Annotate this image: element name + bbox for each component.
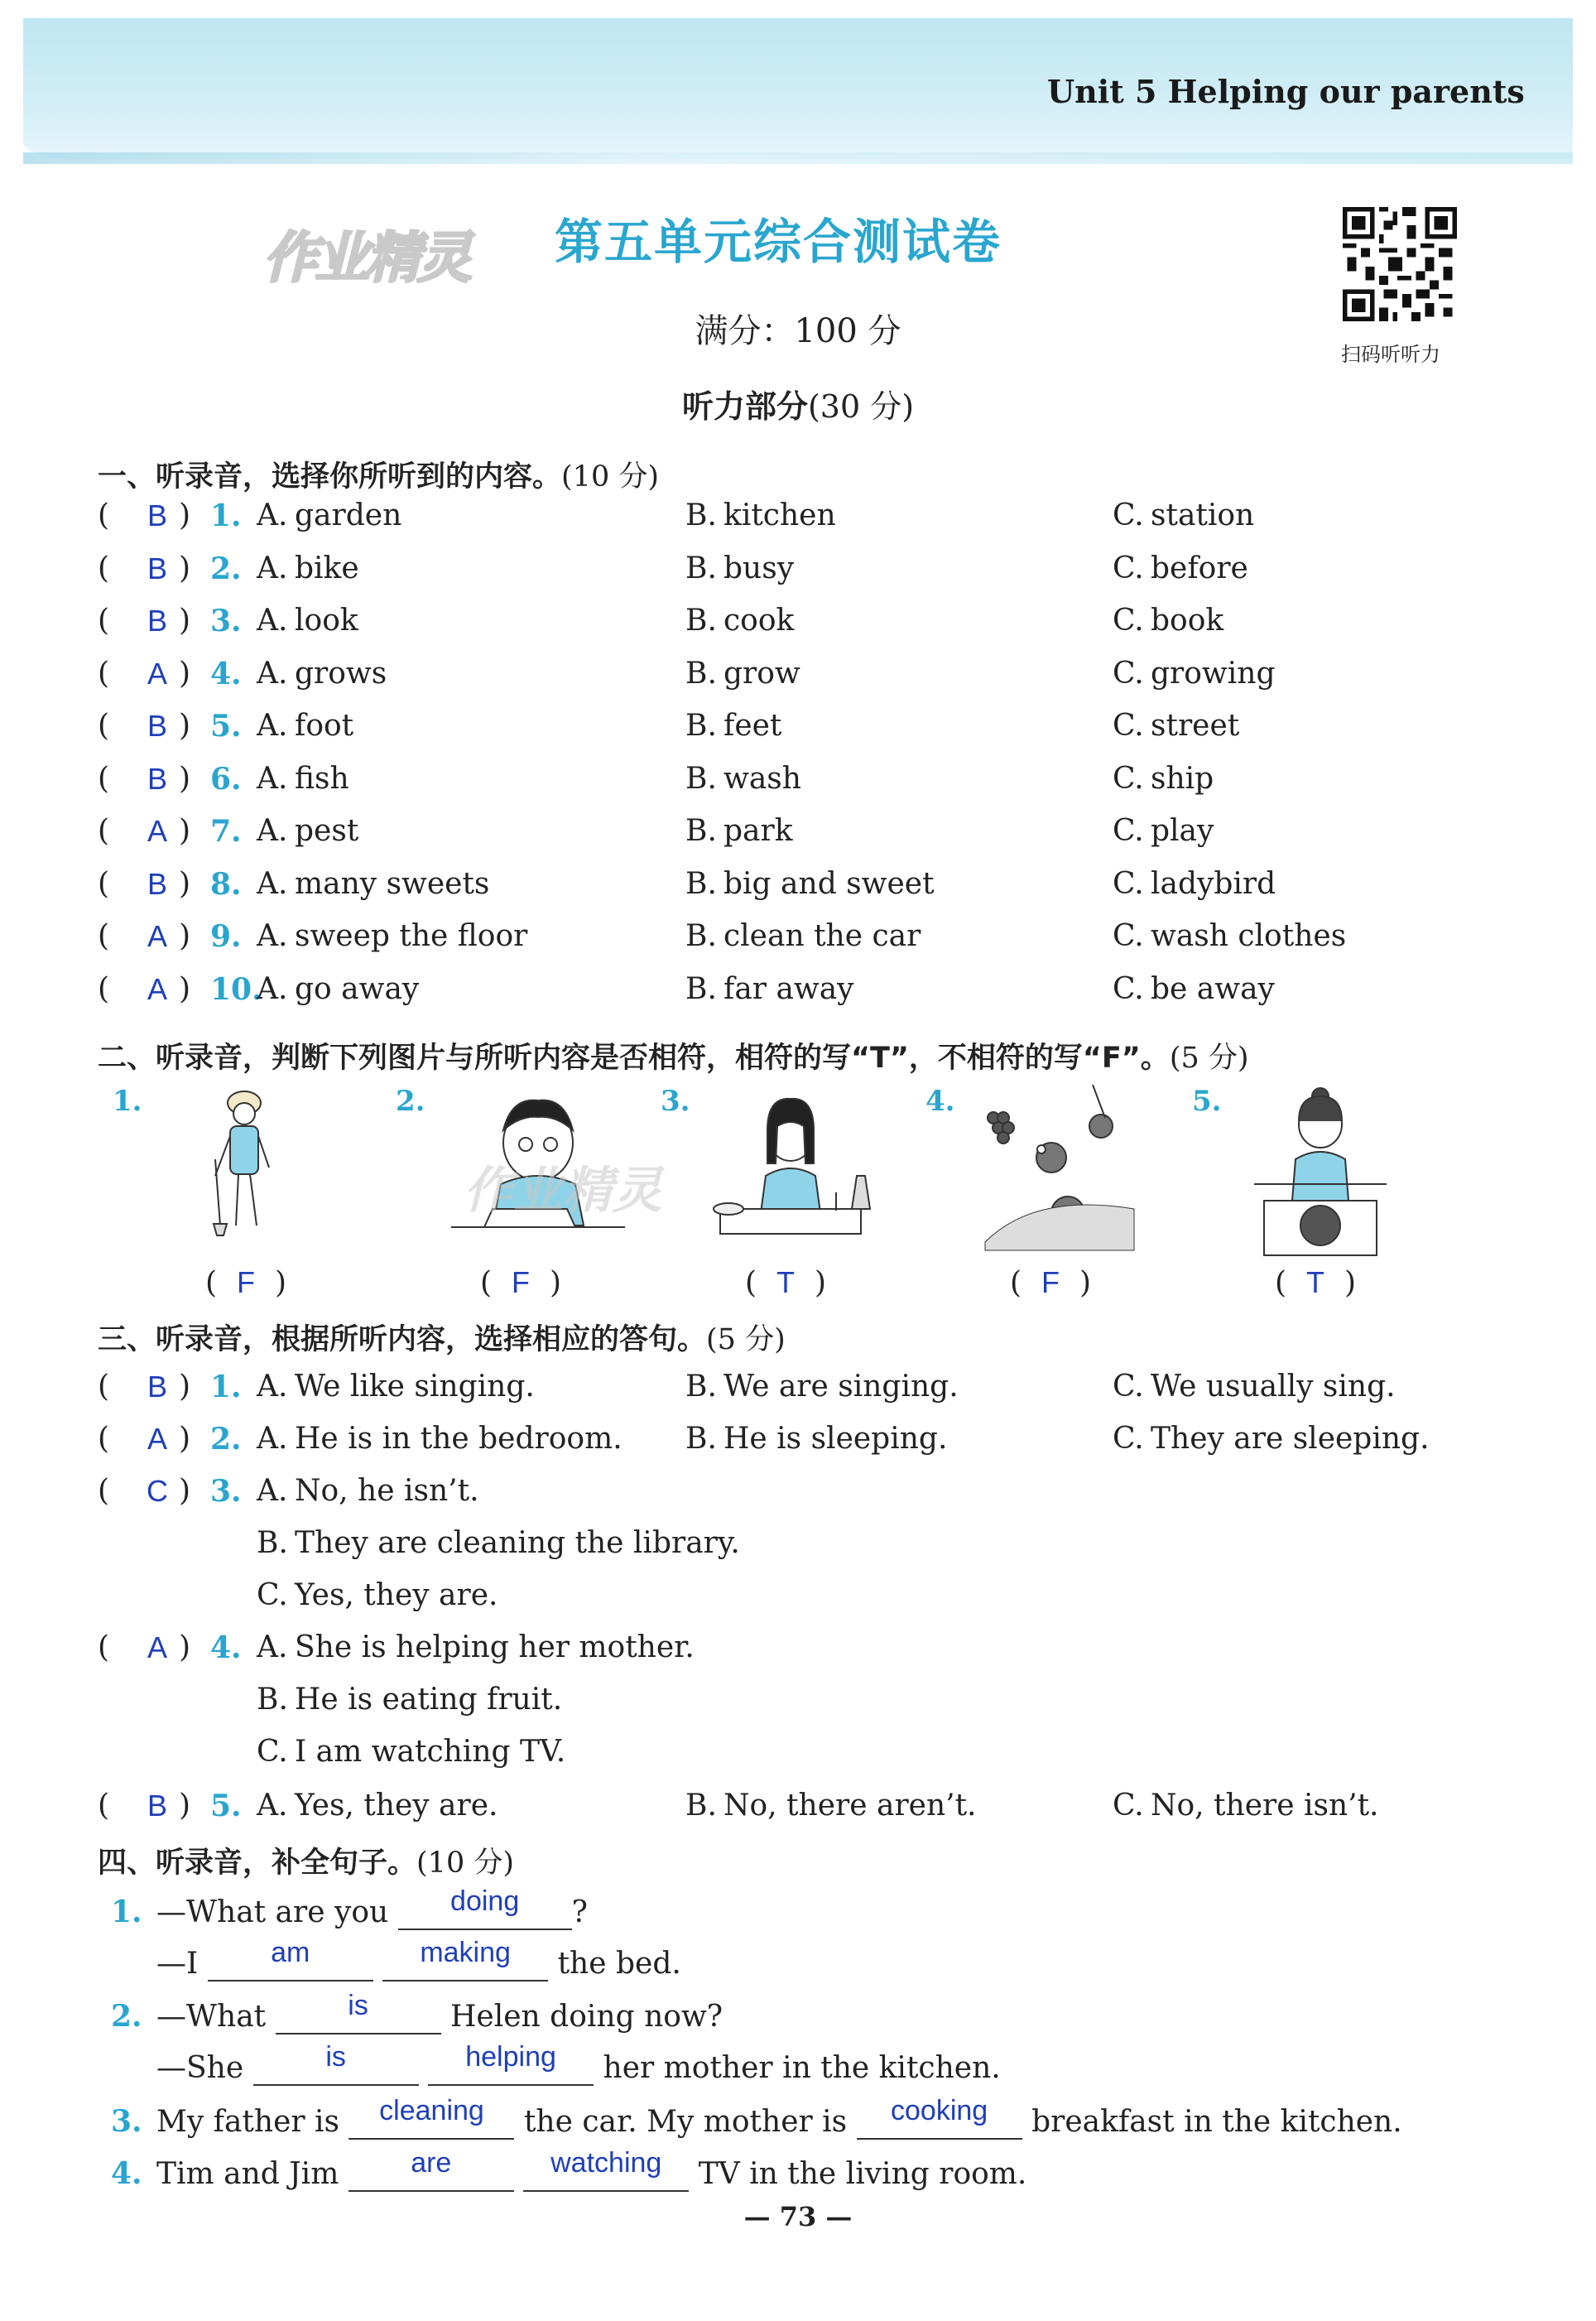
option-a: A. No, he isn’t.: [257, 1474, 479, 1508]
option-b: B. No, there aren’t.: [685, 1789, 977, 1823]
section-3-points: (5 分): [706, 1323, 786, 1356]
tf-answer-value: T: [776, 1265, 796, 1299]
tf-answer-value: F: [512, 1265, 531, 1299]
section-4-points: (10 分): [416, 1847, 514, 1880]
fill-line-2b: —She is helping her mother in the kitchen.: [156, 2041, 1001, 2085]
tf-answer-value: T: [1306, 1265, 1325, 1299]
question-number: 4.: [210, 1630, 242, 1665]
option-b: B. They are cleaning the library.: [257, 1526, 740, 1560]
option-b: B. busy: [685, 551, 795, 585]
option-c: C. wash clothes: [1113, 919, 1347, 953]
tf-answer-3: ( T ): [745, 1265, 827, 1300]
option-b: B. park: [685, 814, 793, 848]
question-number: 2.: [210, 1422, 242, 1457]
answer-value: A: [147, 971, 167, 1006]
option-a: A. foot: [257, 709, 354, 743]
option-b: B. cook: [685, 604, 795, 638]
section-1-heading: 一、听录音，选择你所听到的内容。: [98, 460, 562, 494]
answer-value: C: [147, 1474, 168, 1508]
option-b: B. far away: [685, 971, 854, 1006]
question-number: 5.: [210, 1789, 242, 1823]
answer-value: B: [147, 709, 167, 743]
answer-value: B: [147, 551, 167, 585]
fill-line-1b: —I am making the bed.: [156, 1937, 681, 1981]
section-3-heading: 三、听录音，根据所听内容，选择相应的答句。: [98, 1323, 707, 1356]
answer-value: A: [147, 656, 167, 691]
blank-field[interactable]: is: [276, 2000, 441, 2034]
option-a: A. grows: [257, 656, 387, 691]
blank-field[interactable]: cooking: [857, 2105, 1022, 2140]
question-number: 3.: [210, 604, 242, 638]
answer-value: B: [147, 604, 167, 638]
picture-gardening: [190, 1085, 298, 1250]
blank-field[interactable]: making: [382, 1947, 548, 1982]
blank-field[interactable]: doing: [398, 1895, 572, 1930]
picture-number: 5.: [1192, 1085, 1222, 1118]
option-c: C. Yes, they are.: [257, 1578, 498, 1612]
option-c: C. street: [1113, 709, 1240, 743]
section-1-title: [98, 454, 659, 495]
answer-value: B: [147, 1789, 167, 1823]
tf-answer-2: ( F ): [480, 1265, 562, 1300]
picture-number: 2.: [396, 1085, 425, 1118]
option-c: C. play: [1113, 814, 1214, 848]
option-a: A. go away: [257, 971, 420, 1006]
option-c: C. before: [1113, 551, 1248, 585]
picture-washing-dishes: [704, 1085, 894, 1250]
question-number: 10.: [210, 971, 262, 1007]
option-b: B. feet: [685, 709, 782, 743]
option-c: C. No, there isn’t.: [1113, 1789, 1379, 1823]
section-4-title: [98, 1840, 514, 1881]
option-c: C. book: [1113, 604, 1224, 638]
question-number: 6.: [210, 761, 242, 797]
part-title: [0, 381, 1596, 426]
tf-answer-1: ( F ): [205, 1265, 287, 1300]
question-number: 1.: [210, 498, 242, 533]
section-2-title: [98, 1035, 1249, 1076]
part-points: (30 分): [807, 388, 915, 425]
section-4-heading: 四、听录音，补全句子。: [98, 1847, 417, 1880]
answer-value: B: [147, 498, 167, 532]
answer-value: B: [147, 1370, 167, 1404]
full-score: 满分：100 分: [695, 312, 901, 350]
option-a: A. many sweets: [257, 866, 490, 901]
question-number: 2.: [210, 551, 242, 586]
option-a: A. fish: [257, 761, 349, 796]
option-a: A. She is helping her mother.: [257, 1630, 695, 1664]
option-c: C. They are sleeping.: [1113, 1422, 1430, 1456]
answer-value: A: [147, 814, 167, 848]
option-b: B. He is eating fruit.: [257, 1683, 563, 1717]
picture-cooking: [1254, 1085, 1387, 1259]
question-number: 7.: [210, 814, 242, 849]
answer-value: A: [147, 1422, 167, 1456]
blank-field[interactable]: am: [208, 1947, 373, 1982]
question-number: 8.: [210, 866, 242, 902]
option-b: B. We are singing.: [685, 1370, 959, 1404]
option-b: B. grow: [685, 656, 800, 691]
question-number: 3.: [210, 1474, 242, 1509]
qr-caption: 扫码听听力: [1341, 343, 1440, 366]
fill-line-4: 4. Tim and Jim are watching TV in the living room.: [111, 2147, 1027, 2191]
picture-number: 4.: [925, 1085, 955, 1118]
option-a: A. He is in the bedroom.: [257, 1422, 623, 1456]
picture-ladybirds: [969, 1085, 1142, 1259]
tf-answer-5: ( T ): [1275, 1265, 1357, 1300]
unit-title: Unit 5 Helping our parents: [1047, 73, 1525, 110]
option-c: C. station: [1113, 498, 1255, 532]
blank-field[interactable]: helping: [428, 2051, 594, 2086]
section-2-points: (5 分): [1169, 1042, 1249, 1075]
option-c: C. I am watching TV.: [257, 1735, 566, 1769]
question-number: 5.: [210, 709, 242, 744]
answer-value: A: [147, 919, 167, 953]
tf-answer-4: ( F ): [1010, 1265, 1092, 1300]
picture-number: 3.: [661, 1085, 690, 1118]
option-b: B. wash: [685, 761, 801, 796]
answer-value: B: [147, 761, 167, 796]
part-label: 听力部分: [681, 388, 808, 425]
answer-value: B: [147, 866, 167, 901]
tf-answer-value: F: [237, 1265, 256, 1299]
option-a: A. look: [257, 604, 358, 638]
option-c: C. ladybird: [1113, 866, 1276, 901]
option-a: A. We like singing.: [257, 1370, 535, 1404]
section-3-title: [98, 1317, 786, 1358]
brand-logo: 作业精灵: [263, 226, 469, 290]
question-number: 9.: [210, 919, 242, 954]
tf-answer-value: F: [1041, 1265, 1060, 1299]
option-a: A. bike: [257, 551, 359, 585]
question-number: 4.: [210, 656, 242, 691]
option-b: B. kitchen: [685, 498, 836, 532]
blank-field[interactable]: cleaning: [349, 2105, 514, 2140]
page-number: — 73 —: [743, 2201, 853, 2232]
watermark-logo: 作业精灵: [464, 1162, 662, 1220]
blank-field[interactable]: are: [349, 2157, 514, 2192]
option-b: B. clean the car: [685, 919, 921, 953]
fill-line-3: 3. My father is cleaning the car. My mother is cooking breakfast in the kitchen.: [111, 2095, 1402, 2139]
option-c: C. ship: [1113, 761, 1214, 796]
option-c: C. growing: [1113, 656, 1276, 691]
section-1-points: (10 分): [561, 460, 659, 494]
option-c: C. be away: [1113, 971, 1275, 1006]
option-a: A. garden: [257, 498, 402, 532]
picture-number: 1.: [113, 1085, 142, 1118]
section-2-heading: 二、听录音，判断下列图片与所听内容是否相符，相符的写“T”，不相符的写“F”。: [98, 1042, 1170, 1075]
fill-line-2a: 2. —What is Helen doing now?: [111, 1990, 723, 2034]
answer-value: A: [147, 1630, 167, 1664]
option-a: A. sweep the floor: [257, 919, 528, 953]
option-b: B. He is sleeping.: [685, 1422, 948, 1456]
page-title: 第五单元综合测试卷: [555, 214, 1002, 270]
blank-field[interactable]: is: [253, 2051, 419, 2086]
question-number: 1.: [210, 1370, 242, 1404]
option-a: A. pest: [257, 814, 359, 848]
option-b: B. big and sweet: [685, 866, 935, 901]
option-a: A. Yes, they are.: [257, 1789, 498, 1823]
fill-line-1a: 1. —What are you doing ?: [111, 1885, 588, 1929]
option-c: C. We usually sing.: [1113, 1370, 1396, 1404]
blank-field[interactable]: watching: [523, 2157, 689, 2192]
